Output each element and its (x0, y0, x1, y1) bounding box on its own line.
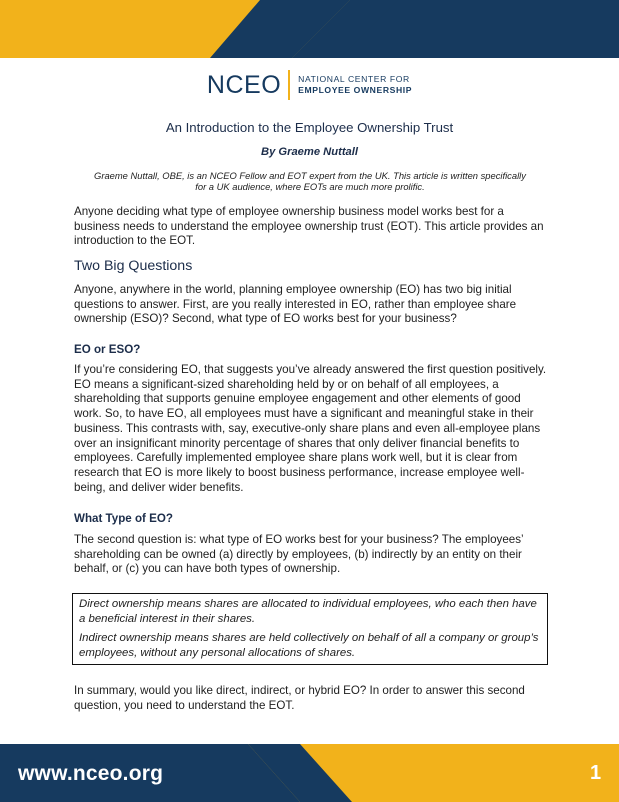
logo-divider (288, 70, 290, 100)
direct-ownership-definition: Direct ownership means shares are allocated to individual employees, who each then have a beneficial interest in their shares. (79, 598, 537, 625)
nceo-logo[interactable] (0, 70, 619, 100)
logo-subtitle (298, 74, 412, 96)
article-byline: By Graeme Nuttall (261, 146, 358, 158)
section-heading-what-type: What Type of EO? (74, 512, 173, 525)
footer-website-link[interactable]: www.nceo.org (18, 762, 164, 785)
logo-subtitle-line2: EMPLOYEE OWNERSHIP (298, 85, 413, 95)
ownership-definitions-box (72, 593, 548, 665)
section-heading-eo-or-eso: EO or ESO? (74, 343, 141, 356)
logo-subtitle-line1: NATIONAL CENTER FOR (298, 74, 410, 84)
author-note: Graeme Nuttall, OBE, is an NCEO Fellow and EOT expert from the UK. This article is written specifically for a UK audience, where EOTs are much more prolific. (94, 170, 526, 192)
page-number: 1 (590, 762, 602, 784)
intro-paragraph: Anyone deciding what type of employee ownership business model works best for a business needs to understand the employee ownership trust (EOT). This article provides an introduction to the EOT. (74, 205, 544, 248)
section-two-big-questions-text: Anyone, anywhere in the world, planning employee ownership (EO) has two big initial questions to answer. First, are you really interested in EO, rather than employee share ownership (ESO)? Second, what type of EO works best for your business? (74, 283, 517, 326)
section-heading-two-big-questions: Two Big Questions (74, 258, 193, 274)
section-what-type-text: The second question is: what type of EO works best for your business? The employees’ shareholding can be owned (a) directly by employees, (b) indirectly by an entity on their behalf, or (c) you can have both types of ownership. (74, 533, 524, 576)
indirect-ownership-definition: Indirect ownership means shares are held collectively on behalf of all a company or group’s employees, without any personal allocations of shares. (79, 632, 539, 659)
top-banner (0, 0, 619, 58)
summary-paragraph: In summary, would you like direct, indirect, or hybrid EO? In order to answer this second question, you need to understand the EOT. (74, 684, 525, 712)
article-title: An Introduction to the Employee Ownership Trust (165, 120, 454, 135)
logo-mark: NCEO (206, 70, 282, 99)
section-eo-or-eso-text: If you’re considering EO, that suggests you’ve already answered the first question positively. EO means a significant-sized shareholding held by or on behalf of all employees, a shareholding that supports genuine employee engagement and other elements of good work. So, to have EO, all employees must have a significant and meaningful stake in their business. This contrasts with, say, executive-only share plans and even all-employee plans over an insignificant minority percentage of shares that only deliver financial benefits to employees. Carefully implemented employee share plans work well, but it is clear from research that EO is more likely to boost business performance, increase employee well-being, and deliver wider benefits. (74, 363, 547, 494)
